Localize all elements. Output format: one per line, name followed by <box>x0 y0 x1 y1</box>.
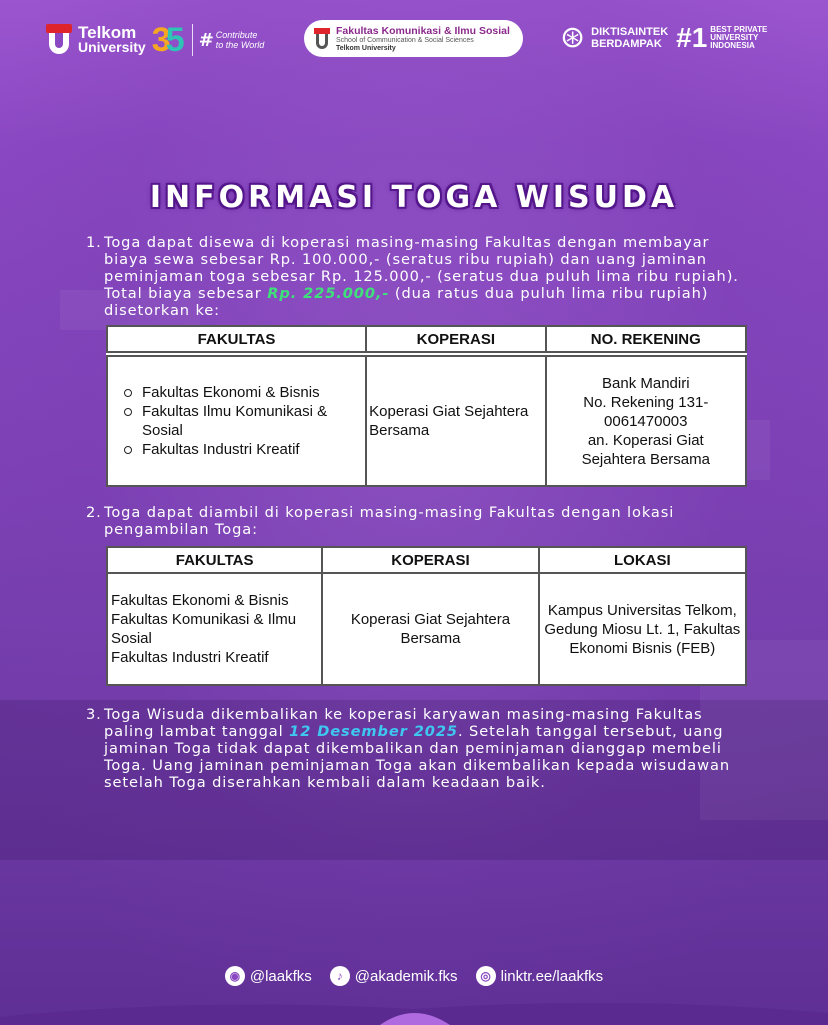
column-header: KOPERASI <box>366 326 545 352</box>
point-text: . Setelah tanggal tersebut, uang jaminan Toga tidak dapat dikembalikan dan peminjaman dianggap membeli Toga. Uang jaminan peminjaman Toga akan dikembalikan kepada wisudawan setelah Toga diserahkan kembali dalam keadaan baik. <box>104 723 730 791</box>
rank-line3: INDONESIA <box>710 41 755 50</box>
account-holder: an. Koperasi Giat Sejahtera Bersama <box>581 431 710 468</box>
tiktok-link[interactable] <box>330 966 458 986</box>
tiktok-icon: ♪ <box>330 966 350 986</box>
diktisaintek-logo <box>560 22 767 54</box>
list-item: Fakultas Ilmu Komunikasi & Sosial <box>124 402 365 440</box>
point-number: 1. <box>86 234 102 251</box>
faculty-university: Telkom University <box>336 44 396 52</box>
dikti-line1: DIKTISAINTEK <box>591 26 669 38</box>
faculty-badge <box>304 20 523 57</box>
point-text: (dua ratus dua puluh lima ribu rupiah) disetorkan ke: <box>104 285 709 319</box>
header <box>0 14 828 64</box>
university-logo-text: University <box>78 39 146 55</box>
koperasi-cell: Koperasi Giat Sejahtera Bersama <box>322 573 538 685</box>
column-header: KOPERASI <box>322 547 538 573</box>
faculty-emblem-icon <box>314 28 330 50</box>
contribute-line1: Contribute <box>215 30 258 40</box>
column-header: NO. REKENING <box>546 326 746 352</box>
telkom-university-logo <box>46 20 264 60</box>
rank-line1: BEST PRIVATE <box>710 25 768 34</box>
info-point-3 <box>86 706 756 791</box>
table-row <box>107 573 746 685</box>
diktisaintek-swirl-icon: ⊛ <box>560 20 586 55</box>
column-header: LOKASI <box>539 547 746 573</box>
list-item: Fakultas Industri Kreatif <box>111 649 269 666</box>
bank-name: Bank Mandiri <box>602 374 690 392</box>
anniversary-35-icon: 3 5 <box>151 21 185 59</box>
dikti-line2: BERDAMPAK <box>591 38 662 50</box>
footer-social <box>0 966 828 986</box>
bottom-wave-decoration <box>0 991 828 1025</box>
globe-icon: ◎ <box>476 966 496 986</box>
list-item: Fakultas Industri Kreatif <box>124 440 365 459</box>
point-text: Toga Wisuda dikembalikan ke koperasi karyawan masing-masing Fakultas paling lambat tanggal <box>104 706 703 740</box>
instagram-icon: ◉ <box>225 966 245 986</box>
faculty-cell <box>107 573 322 685</box>
linktree-link[interactable] <box>476 966 604 986</box>
rekening-cell <box>546 356 746 486</box>
contribute-tagline: # Contribute to the World <box>198 29 265 51</box>
pickup-table <box>106 546 747 686</box>
instagram-handle: @laakfks <box>249 967 312 985</box>
info-point-2 <box>86 504 756 538</box>
tiktok-handle: @akademik.fks <box>354 967 458 985</box>
point-number: 2. <box>86 504 102 521</box>
instagram-link[interactable] <box>225 966 312 986</box>
total-cost-highlight: Rp. 225.000,- <box>267 285 390 302</box>
rank-line2: UNIVERSITY <box>710 33 759 42</box>
info-point-1 <box>86 234 756 319</box>
list-item: Fakultas Ekonomi & Bisnis <box>111 592 289 609</box>
faculty-subtitle: School of Communication & Social Sciences <box>336 36 474 44</box>
column-header: FAKULTAS <box>107 547 322 573</box>
payment-table <box>106 325 747 487</box>
point-number: 3. <box>86 706 102 723</box>
point-text: Toga dapat diambil di koperasi masing-masing Fakultas dengan lokasi pengambilan Toga: <box>104 504 675 538</box>
column-header: FAKULTAS <box>107 326 366 352</box>
list-item: Fakultas Ekonomi & Bisnis <box>124 383 365 402</box>
koperasi-cell: Koperasi Giat Sejahtera Bersama <box>366 356 545 486</box>
table-row <box>107 356 746 486</box>
faculty-name: Fakultas Komunikasi & Ilmu Sosial <box>336 24 510 37</box>
contribute-line2: to the World <box>215 40 265 50</box>
account-number: No. Rekening 131-0061470003 <box>583 393 709 430</box>
faculty-cell <box>107 356 366 486</box>
linktree-url: linktr.ee/laakfks <box>500 967 604 985</box>
point-text: Toga dapat disewa di koperasi masing-masing Fakultas dengan membayar biaya sewa sebesar Rp. 100.000,- (seratus ribu rupiah) dan uang jaminan peminjaman toga sebesar Rp. 125.000,- (seratus dua puluh lima ribu rupiah). Total biaya sebesar <box>104 234 739 302</box>
telkom-logo-text: Telkom <box>78 23 137 42</box>
page-title: INFORMASI TOGA WISUDA <box>149 180 679 215</box>
rank-number: #1 <box>676 22 708 53</box>
list-item: Fakultas Komunikasi & Ilmu Sosial <box>111 611 297 647</box>
lokasi-cell: Kampus Universitas Telkom, Gedung Miosu Lt. 1, Fakultas Ekonomi Bisnis (FEB) <box>539 573 746 685</box>
telkom-emblem-icon <box>46 24 72 56</box>
deadline-highlight: 12 Desember 2025 <box>289 723 458 740</box>
divider <box>192 24 193 56</box>
